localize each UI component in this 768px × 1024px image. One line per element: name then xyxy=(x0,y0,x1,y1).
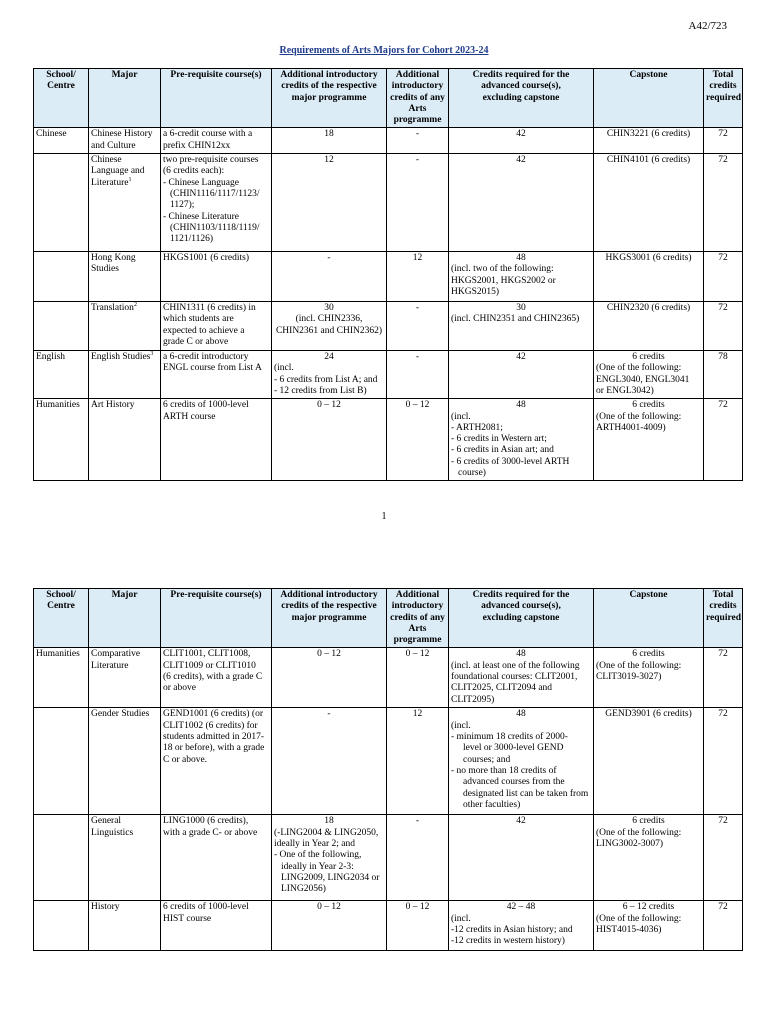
prereq-cell: two pre-requisite courses (6 credits each): - Chinese Language (CHIN1116/1117/1123/ 1127); - Chinese Literature (CHIN1103/1118/1119/ 1121/1126) xyxy=(161,154,272,252)
header-school: School/ Centre xyxy=(34,589,89,648)
capstone-cell: 6 credits (One of the following: LING3002-3007) xyxy=(594,815,704,901)
capstone-cell: 6 credits (One of the following: ARTH4001-4009) xyxy=(594,399,704,481)
document-reference: A42/723 xyxy=(688,20,727,32)
major-cell: Chinese History and Culture xyxy=(89,128,161,154)
school-cell xyxy=(34,302,89,351)
header-advanced: Credits required for the advanced course(s), excluding capstone xyxy=(449,589,594,648)
advanced-cell: 42 xyxy=(449,154,594,252)
additional-any-cell: 0 – 12 xyxy=(387,399,449,481)
header-prereq: Pre-requisite course(s) xyxy=(161,69,272,128)
prereq-cell: CLIT1001, CLIT1008, CLIT1009 or CLIT1010 (6 credits), with a grade C or above xyxy=(161,648,272,708)
additional-respective-cell: 0 – 12 xyxy=(272,901,387,951)
major-cell: Comparative Literature xyxy=(89,648,161,708)
major-cell: General Linguistics xyxy=(89,815,161,901)
capstone-cell: 6 – 12 credits (One of the following: HIST4015-4036) xyxy=(594,901,704,951)
prereq-cell: CHIN1311 (6 credits) in which students are expected to achieve a grade C or above xyxy=(161,302,272,351)
advanced-cell: 42 xyxy=(449,351,594,399)
total-cell: 72 xyxy=(704,252,743,302)
header-prereq: Pre-requisite course(s) xyxy=(161,589,272,648)
major-cell: Art History xyxy=(89,399,161,481)
advanced-cell: 30 (incl. CHIN2351 and CHIN2365) xyxy=(449,302,594,351)
total-cell: 78 xyxy=(704,351,743,399)
table-row xyxy=(34,154,743,252)
additional-respective-cell: 0 – 12 xyxy=(272,648,387,708)
table-header-row xyxy=(34,69,743,128)
total-cell: 72 xyxy=(704,128,743,154)
additional-any-cell: 0 – 12 xyxy=(387,648,449,708)
advanced-cell: 48 (incl. - minimum 18 credits of 2000- level or 3000-level GEND courses; and - no more than 18 credits of advanced courses from the designated list can be taken from other faculties) xyxy=(449,708,594,815)
table-row xyxy=(34,302,743,351)
additional-any-cell: - xyxy=(387,302,449,351)
table-row xyxy=(34,648,743,708)
prereq-cell: GEND1001 (6 credits) (or CLIT1002 (6 credits) for students admitted in 2017- 18 or before), with a grade C or above. xyxy=(161,708,272,815)
total-cell: 72 xyxy=(704,648,743,708)
advanced-cell: 42 xyxy=(449,128,594,154)
advanced-cell: 42 – 48 (incl. -12 credits in Asian history; and -12 credits in western history) xyxy=(449,901,594,951)
header-total: Total credits required xyxy=(704,589,743,648)
prereq-cell: a 6-credit introductory ENGL course from List A xyxy=(161,351,272,399)
total-cell: 72 xyxy=(704,399,743,481)
advanced-cell: 48 (incl. at least one of the following foundational courses: CLIT2001, CLIT2025, CLIT2094 and CLIT2095) xyxy=(449,648,594,708)
table-row xyxy=(34,399,743,481)
advanced-cell: 48 (incl. - ARTH2081; - 6 credits in Western art; - 6 credits in Asian art; and - 6 credits of 3000-level ARTH course) xyxy=(449,399,594,481)
school-cell xyxy=(34,708,89,815)
additional-respective-cell: 24 (incl. - 6 credits from List A; and - 12 credits from List B) xyxy=(272,351,387,399)
prereq-cell: 6 credits of 1000-level ARTH course xyxy=(161,399,272,481)
header-additional-respective: Additional introductory credits of the respective major programme xyxy=(272,69,387,128)
document-title: Requirements of Arts Majors for Cohort 2023-24 xyxy=(279,45,489,56)
additional-any-cell: - xyxy=(387,351,449,399)
header-school: School/ Centre xyxy=(34,69,89,128)
prereq-cell: 6 credits of 1000-level HIST course xyxy=(161,901,272,951)
header-capstone: Capstone xyxy=(594,589,704,648)
school-cell xyxy=(34,154,89,252)
major-cell: Translation$^2$ xyxy=(89,302,161,351)
additional-respective-cell: - xyxy=(272,708,387,815)
school-cell: Humanities xyxy=(34,648,89,708)
school-cell: English xyxy=(34,351,89,399)
total-cell: 72 xyxy=(704,154,743,252)
additional-any-cell: - xyxy=(387,128,449,154)
additional-respective-cell: 12 xyxy=(272,154,387,252)
major-cell: Hong Kong Studies xyxy=(89,252,161,302)
header-major: Major xyxy=(89,69,161,128)
major-cell: Chinese Language and Literature$^1$ xyxy=(89,154,161,252)
additional-respective-cell: 18 xyxy=(272,128,387,154)
school-cell xyxy=(34,815,89,901)
prereq-cell: HKGS1001 (6 credits) xyxy=(161,252,272,302)
additional-respective-cell: 0 – 12 xyxy=(272,399,387,481)
additional-any-cell: 0 – 12 xyxy=(387,901,449,951)
table-row xyxy=(34,252,743,302)
requirements-table-2 xyxy=(33,588,743,951)
additional-any-cell: 12 xyxy=(387,708,449,815)
additional-respective-cell: 18 (-LING2004 & LING2050, ideally in Year 2; and - One of the following, ideally in Year 2-3: LING2009, LING2034 or LING2056) xyxy=(272,815,387,901)
header-additional-respective: Additional introductory credits of the respective major programme xyxy=(272,589,387,648)
table-row xyxy=(34,901,743,951)
table-header-row xyxy=(34,589,743,648)
total-cell: 72 xyxy=(704,815,743,901)
additional-respective-cell: 30 (incl. CHIN2336, CHIN2361 and CHIN2362) xyxy=(272,302,387,351)
table-row xyxy=(34,128,743,154)
school-cell xyxy=(34,252,89,302)
header-additional-any: Additional introductory credits of any Arts programme xyxy=(387,589,449,648)
prereq-cell: LING1000 (6 credits), with a grade C- or above xyxy=(161,815,272,901)
header-additional-any: Additional introductory credits of any Arts programme xyxy=(387,69,449,128)
capstone-cell: 6 credits (One of the following: ENGL3040, ENGL3041 or ENGL3042) xyxy=(594,351,704,399)
table-row xyxy=(34,351,743,399)
table-row xyxy=(34,708,743,815)
capstone-cell: CHIN3221 (6 credits) xyxy=(594,128,704,154)
total-cell: 72 xyxy=(704,708,743,815)
total-cell: 72 xyxy=(704,901,743,951)
major-cell: Gender Studies xyxy=(89,708,161,815)
additional-any-cell: - xyxy=(387,815,449,901)
header-total: Total credits required xyxy=(704,69,743,128)
advanced-cell: 42 xyxy=(449,815,594,901)
advanced-cell: 48 (incl. two of the following: HKGS2001, HKGS2002 or HKGS2015) xyxy=(449,252,594,302)
page-number: 1 xyxy=(381,511,387,522)
table-row xyxy=(34,815,743,901)
capstone-cell: 6 credits (One of the following: CLIT3019-3027) xyxy=(594,648,704,708)
additional-respective-cell: - xyxy=(272,252,387,302)
capstone-cell: HKGS3001 (6 credits) xyxy=(594,252,704,302)
prereq-cell: a 6-credit course with a prefix CHIN12xx xyxy=(161,128,272,154)
additional-any-cell: 12 xyxy=(387,252,449,302)
school-cell: Humanities xyxy=(34,399,89,481)
header-major: Major xyxy=(89,589,161,648)
school-cell xyxy=(34,901,89,951)
capstone-cell: CHIN4101 (6 credits) xyxy=(594,154,704,252)
additional-any-cell: - xyxy=(387,154,449,252)
header-advanced: Credits required for the advanced course(s), excluding capstone xyxy=(449,69,594,128)
capstone-cell: CHIN2320 (6 credits) xyxy=(594,302,704,351)
requirements-table-1 xyxy=(33,68,743,481)
header-capstone: Capstone xyxy=(594,69,704,128)
major-cell: English Studies$^3$ xyxy=(89,351,161,399)
capstone-cell: GEND3901 (6 credits) xyxy=(594,708,704,815)
total-cell: 72 xyxy=(704,302,743,351)
major-cell: History xyxy=(89,901,161,951)
school-cell: Chinese xyxy=(34,128,89,154)
